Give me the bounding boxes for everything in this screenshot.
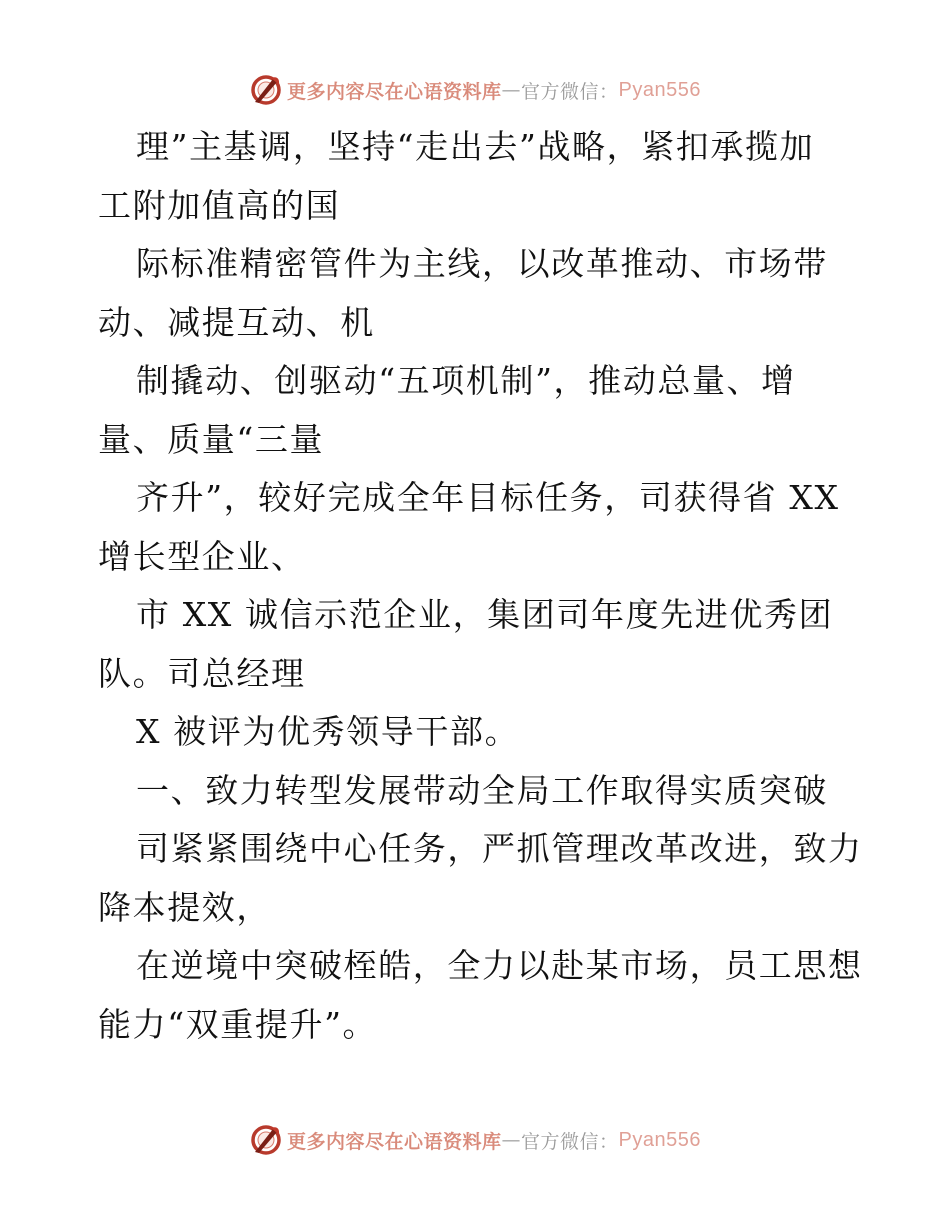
paragraph-line: 量、质量“三量 <box>98 419 325 459</box>
banner-wechat-label: 官方微信： <box>521 1130 619 1153</box>
header-banner <box>0 70 950 110</box>
quill-pen-logo-icon <box>249 73 283 107</box>
banner-wechat-id: Pyan556 <box>618 78 701 101</box>
document-body <box>98 118 863 1054</box>
paragraph-line: X 被评为优秀领导干部。 <box>136 712 520 751</box>
paragraph-line: 降本提效， <box>98 887 271 927</box>
paragraph-line: 市 XX 诚信示范企业，集团司年度先进优秀团 <box>136 595 834 634</box>
paragraph-line: 理”主基调，坚持“走出去”战略，紧扣承揽加 <box>136 127 815 166</box>
banner-main-text: 更多内容尽在心语资料库 <box>287 80 502 103</box>
paragraph-line: 动、减提互动、机 <box>98 302 375 342</box>
banner-wechat-id: Pyan556 <box>618 1128 701 1151</box>
quill-pen-logo-icon <box>249 1123 283 1157</box>
paragraph-line: 际标准精密管件为主线，以改革推动、市场带 <box>136 244 828 283</box>
paragraph-line: 工附加值高的国 <box>98 185 341 225</box>
paragraph-line: 在逆境中突破桎皓，全力以赴某市场，员工思想 <box>136 946 863 985</box>
paragraph-line: 司紧紧围绕中心任务，严抓管理改革改进，致力 <box>136 829 863 868</box>
section-heading: 一、致力转型发展带动全局工作取得实质突破 <box>136 770 828 810</box>
banner-main-text: 更多内容尽在心语资料库 <box>287 1130 502 1153</box>
paragraph-line: 齐升”，较好完成全年目标任务，司获得省 XX <box>136 478 840 517</box>
paragraph-line: 能力“双重提升”。 <box>98 1004 378 1044</box>
footer-banner <box>0 1120 950 1160</box>
paragraph-line: 增长型企业、 <box>98 536 306 576</box>
banner-wechat-label: 官方微信： <box>521 80 619 103</box>
paragraph-line: 队。司总经理 <box>98 653 306 693</box>
banner-dash: — <box>501 79 522 101</box>
banner-dash: — <box>501 1129 522 1151</box>
paragraph-line: 制撬动、创驱动“五项机制”，推动总量、增 <box>136 361 796 400</box>
